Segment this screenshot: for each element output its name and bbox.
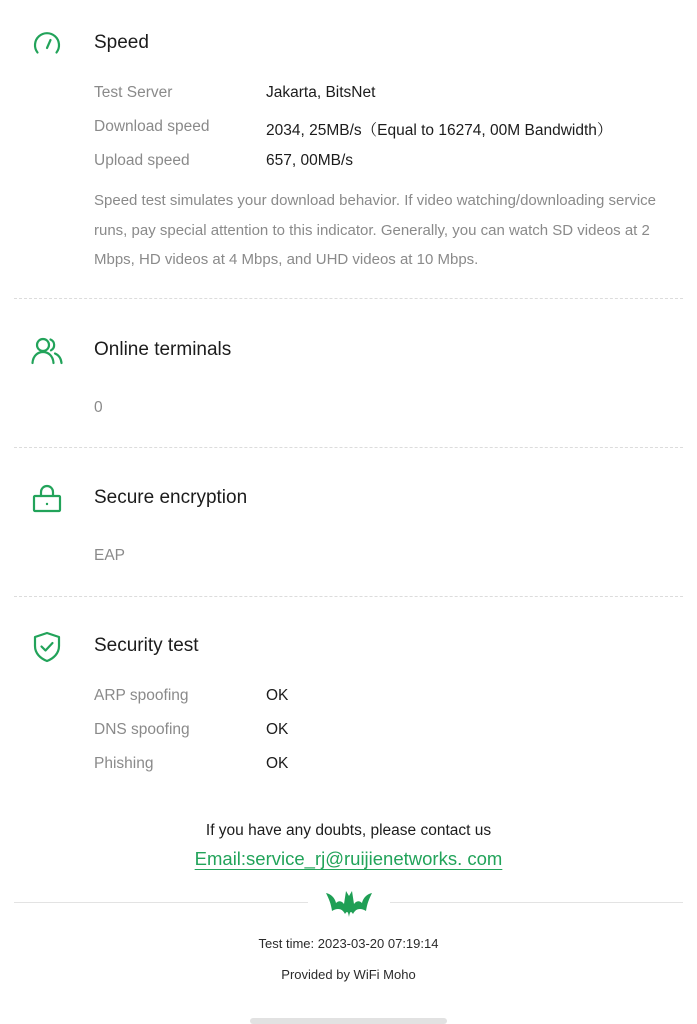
secure-encryption-title: Secure encryption (94, 487, 248, 508)
bat-logo-icon (325, 884, 373, 918)
secure-encryption-value: EAP (94, 547, 126, 564)
online-terminals-title: Online terminals (94, 339, 232, 360)
contact-prompt: If you have any doubts, please contact us (205, 822, 492, 839)
online-terminals-value: 0 (94, 399, 103, 416)
email-link-wrapper (0, 848, 697, 870)
row-label: Upload speed (94, 152, 190, 169)
row-value: 2034, 25MB/s（Equal to 16274, 00M Bandwidth） (266, 122, 613, 139)
speed-description: Speed test simulates your download behavior. If video watching/downloading service runs, pay special attention to this indicator. Generally, you can watch SD videos at 2 Mbps, HD videos at 4 Mbps, and UHD videos at 10 Mbps. (94, 192, 657, 268)
section-divider (14, 447, 683, 448)
speed-title: Speed (94, 32, 149, 53)
row-label: Test Server (94, 84, 173, 101)
row-label: Download speed (94, 118, 210, 135)
shield-check-icon (30, 630, 64, 664)
row-status: OK (266, 721, 289, 738)
row-label: Phishing (94, 755, 154, 772)
row-label: DNS spoofing (94, 721, 190, 738)
email-link[interactable]: Email:service_rj@ruijienetworks. com (194, 848, 503, 869)
row-value: 657, 00MB/s (266, 152, 354, 169)
logo-divider-right (390, 902, 683, 903)
users-icon (30, 334, 64, 368)
logo-divider-left (14, 902, 308, 903)
row-value: Jakarta, BitsNet (266, 84, 376, 101)
row-label: ARP spoofing (94, 687, 189, 704)
section-divider (14, 596, 683, 597)
test-time: Test time: 2023-03-20 07:19:14 (258, 936, 439, 951)
speedometer-icon (30, 27, 64, 61)
security-test-title: Security test (94, 635, 199, 656)
home-indicator[interactable] (250, 1018, 447, 1024)
provided-by: Provided by WiFi Moho (281, 967, 416, 982)
lock-icon (30, 482, 64, 516)
section-divider (14, 298, 683, 299)
row-status: OK (266, 755, 289, 772)
row-status: OK (266, 687, 289, 704)
